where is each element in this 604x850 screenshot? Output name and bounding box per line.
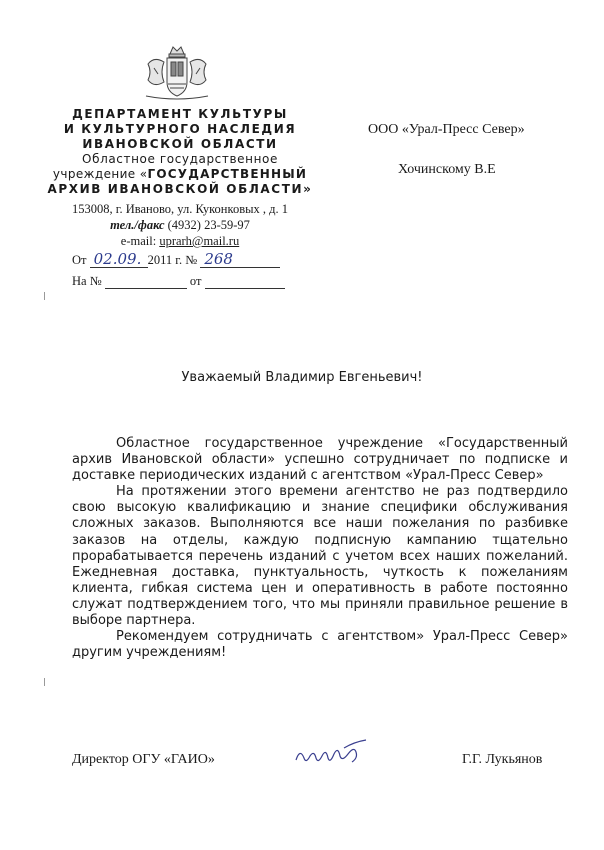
margin-mark	[44, 678, 45, 686]
margin-mark	[44, 292, 45, 300]
recipient-person: Хочинскому В.Е	[398, 162, 496, 177]
handwritten-signature	[292, 738, 372, 772]
recipient-org: ООО «Урал-Пресс Север»	[368, 122, 525, 137]
signer-name: Г.Г. Лукьянов	[462, 752, 543, 767]
address: 153008, г. Иваново, ул. Куконковых , д. 1	[72, 202, 288, 216]
incoming-reference	[72, 274, 285, 289]
letter-body	[72, 436, 568, 661]
date-handwritten: 02.09.	[93, 250, 142, 268]
incoming-date-field	[205, 275, 285, 289]
institution-line2: учреждение «ГОСУДАРСТВЕННЫЙ	[52, 167, 308, 181]
department-header	[42, 107, 318, 197]
signer-position: Директор ОГУ «ГАИО»	[72, 752, 215, 767]
on-number-label: На №	[72, 274, 102, 288]
incoming-number-field	[105, 275, 187, 289]
dept-name-line3: ИВАНОВСКОЙ ОБЛАСТИ	[82, 137, 278, 151]
outgoing-reference	[72, 250, 280, 268]
phone-fax: тел./факс (4932) 23-59-97	[110, 218, 250, 232]
salutation: Уважаемый Владимир Евгеньевич!	[181, 370, 423, 385]
of-label: от	[189, 274, 202, 288]
contacts-block	[42, 201, 318, 249]
dept-name-line1: ДЕПАРТАМЕНТ КУЛЬТУРЫ	[72, 107, 288, 121]
paragraph: Областное государственное учреждение «Государственный архив Ивановской области» успешно сотрудничает по подписке и доставке периодических изданий с агентством «Урал-Пресс Север»	[72, 436, 568, 484]
institution-line3: АРХИВ ИВАНОВСКОЙ ОБЛАСТИ»	[47, 182, 313, 196]
institution-line1: Областное государственное	[82, 152, 278, 166]
year-number-label: 2011 г. №	[147, 253, 198, 267]
coat-of-arms-icon	[140, 44, 214, 104]
paragraph: На протяжении этого времени агентство не раз подтвердило свою высокую квалификацию и знание специфики обслуживания сложных заказов. Выполняются все наши пожелания по разбивке заказов на отделы, каждую подписную кампанию тщательно прорабатывается перечень изданий с учетом всех наших пожеланий. Ежедневная доставка, пунктуальность, чуткость к пожеланиям клиента, гибкая система цен и оперативность в работе постоянно служат подтверждением того, что мы приняли правильное решение в выборе партнера.	[72, 484, 568, 629]
number-handwritten: 268	[204, 250, 233, 268]
from-label: От	[72, 253, 87, 267]
number-field	[200, 250, 280, 268]
dept-name-line2: И КУЛЬТУРНОГО НАСЛЕДИЯ	[63, 122, 297, 136]
date-field	[90, 250, 148, 268]
email: e-mail: uprarh@mail.ru	[120, 234, 240, 248]
paragraph: Рекомендуем сотрудничать с агентством» Урал-Пресс Север» другим учреждениям!	[72, 629, 568, 661]
